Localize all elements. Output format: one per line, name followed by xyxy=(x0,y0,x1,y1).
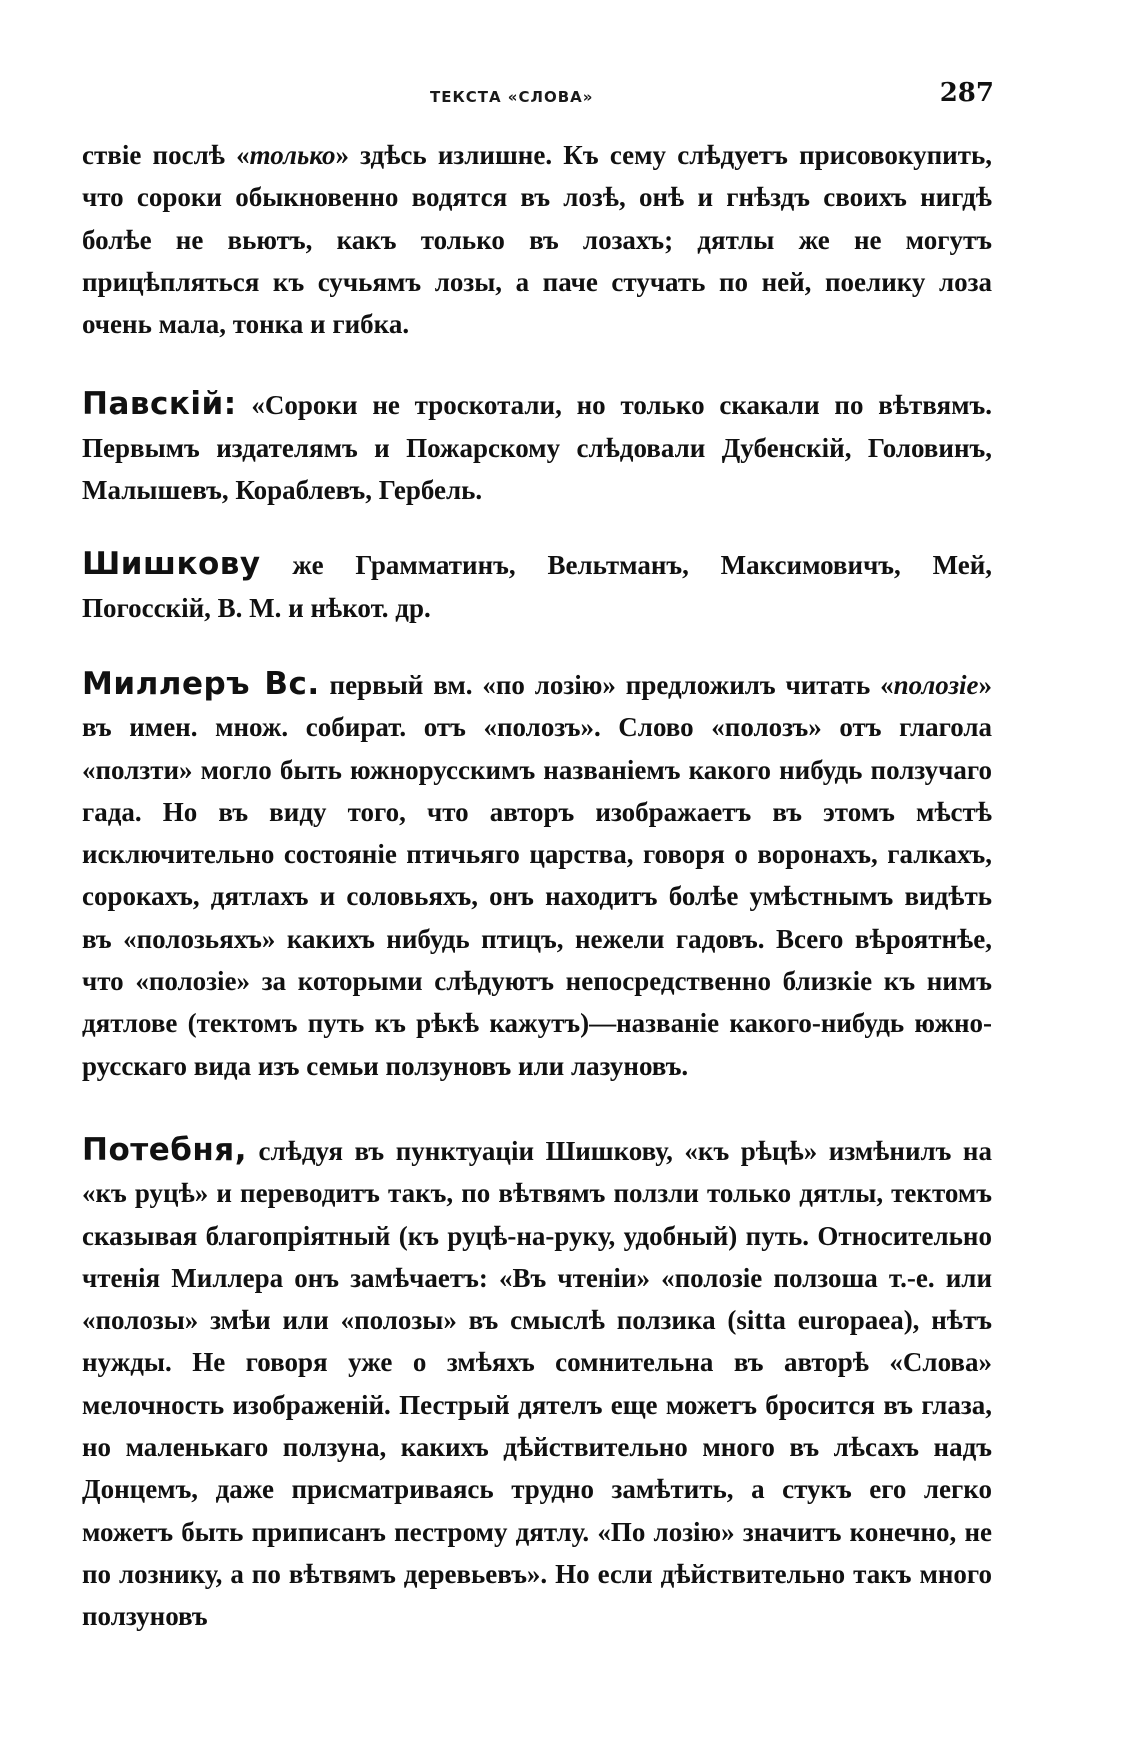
paragraph-text: слѣдуя въ пунктуаціи Шишкову, «къ рѣцѣ» измѣнилъ на «къ руцѣ» и переводитъ такъ, по вѣтвямъ ползли только дятлы, тектомъ сказывая благопріятный (къ руцѣ-на-руку, удобный) путь. Относительно чтенія Миллера онъ замѣчаетъ: «Въ чтеніи» «полозіе ползоша т.-е. или «полозы» змѣи или «полозы» въ смыслѣ ползика (sitta europaea), нѣтъ нужды. Не говоря уже о змѣяхъ сомнительна въ авторѣ «Слова» мелочность изображеній. Пестрый дятелъ еще можетъ бросится въ глаза, но маленькаго ползуна, какихъ дѣйствительно много въ лѣсахъ надъ Донцемъ, даже присматриваясь трудно замѣтить, а стукъ его легко можетъ быть приписанъ пестрому дятлу. «По лозію» значитъ конечно, не по лознику, а по вѣтвямъ деревьевъ». Но если дѣйствительно такъ много ползуновъ xyxy=(82,1135,992,1632)
page-header xyxy=(82,78,992,122)
paragraph-pavsky xyxy=(82,383,992,511)
paragraph-text: » здѣсь излишне. Къ сему слѣдуетъ присовокупить, что сороки обыкновенно водятся въ лозѣ, онѣ и гнѣздъ своихъ нигдѣ болѣе не вьютъ, какъ только въ лозахъ; дятлы же не могутъ прицѣпляться къ сучьямъ лозы, а паче стучать по ней, поелику лоза очень мала, тонка и гибка. xyxy=(82,140,992,340)
italic-word: полозіе xyxy=(893,669,979,700)
page-number: 287 xyxy=(939,78,994,108)
paragraph-miller xyxy=(82,663,992,1087)
book-page xyxy=(82,78,992,1638)
paragraph-potebnya xyxy=(82,1129,992,1638)
paragraph-continuation xyxy=(82,134,992,345)
paragraph-text: » въ имен. множ. собират. отъ «полозъ». Слово «полозъ» отъ глагола «ползти» могло быть южнорусскимъ названіемъ какого нибудь ползучаго гада. Но въ виду того, что авторъ изображаетъ въ этомъ мѣстѣ исключительно состояніе птичьяго царства, говоря о воронахъ, галкахъ, сорокахъ, дятлахъ и соловьяхъ, онъ находитъ болѣе умѣстнымъ видѣть въ «полозьяхъ» какихъ нибудь птицъ, нежели гадовъ. Всего вѣроятнѣе, что «полозіе» за которыми слѣдуютъ непосредственно близкіе къ нимъ дятлове (тектомъ путь къ рѣкѣ кажутъ)—названіе какого-нибудь южно-русскаго вида изъ семьи ползуновъ или лазуновъ. xyxy=(82,669,992,1081)
paragraph-text: «Сороки не троскотали, но только скакали по вѣтвямъ. Первымъ издателямъ и Пожарскому слѣдовали Дубенскій, Головинъ, Малышевъ, Кораблевъ, Гербель. xyxy=(82,390,992,506)
italic-word: только xyxy=(249,140,336,170)
paragraph-text: ствіе послѣ « xyxy=(82,140,250,170)
paragraph-shishkov xyxy=(82,543,992,629)
running-head: ТЕКСТА «СЛОВА» xyxy=(430,88,594,106)
paragraph-lead-name: Миллеръ Вс. xyxy=(82,665,320,702)
paragraph-text: же Грамматинъ, Вельтманъ, Максимовичъ, Мей, Погосскій, В. М. и нѣкот. др. xyxy=(82,550,992,623)
paragraph-lead-name: Шишкову xyxy=(82,546,261,583)
paragraph-text: первый вм. «по лозію» предложилъ читать « xyxy=(319,669,894,700)
paragraph-lead-name: Потебня, xyxy=(82,1131,247,1168)
paragraph-lead-name: Павскій: xyxy=(82,386,237,423)
